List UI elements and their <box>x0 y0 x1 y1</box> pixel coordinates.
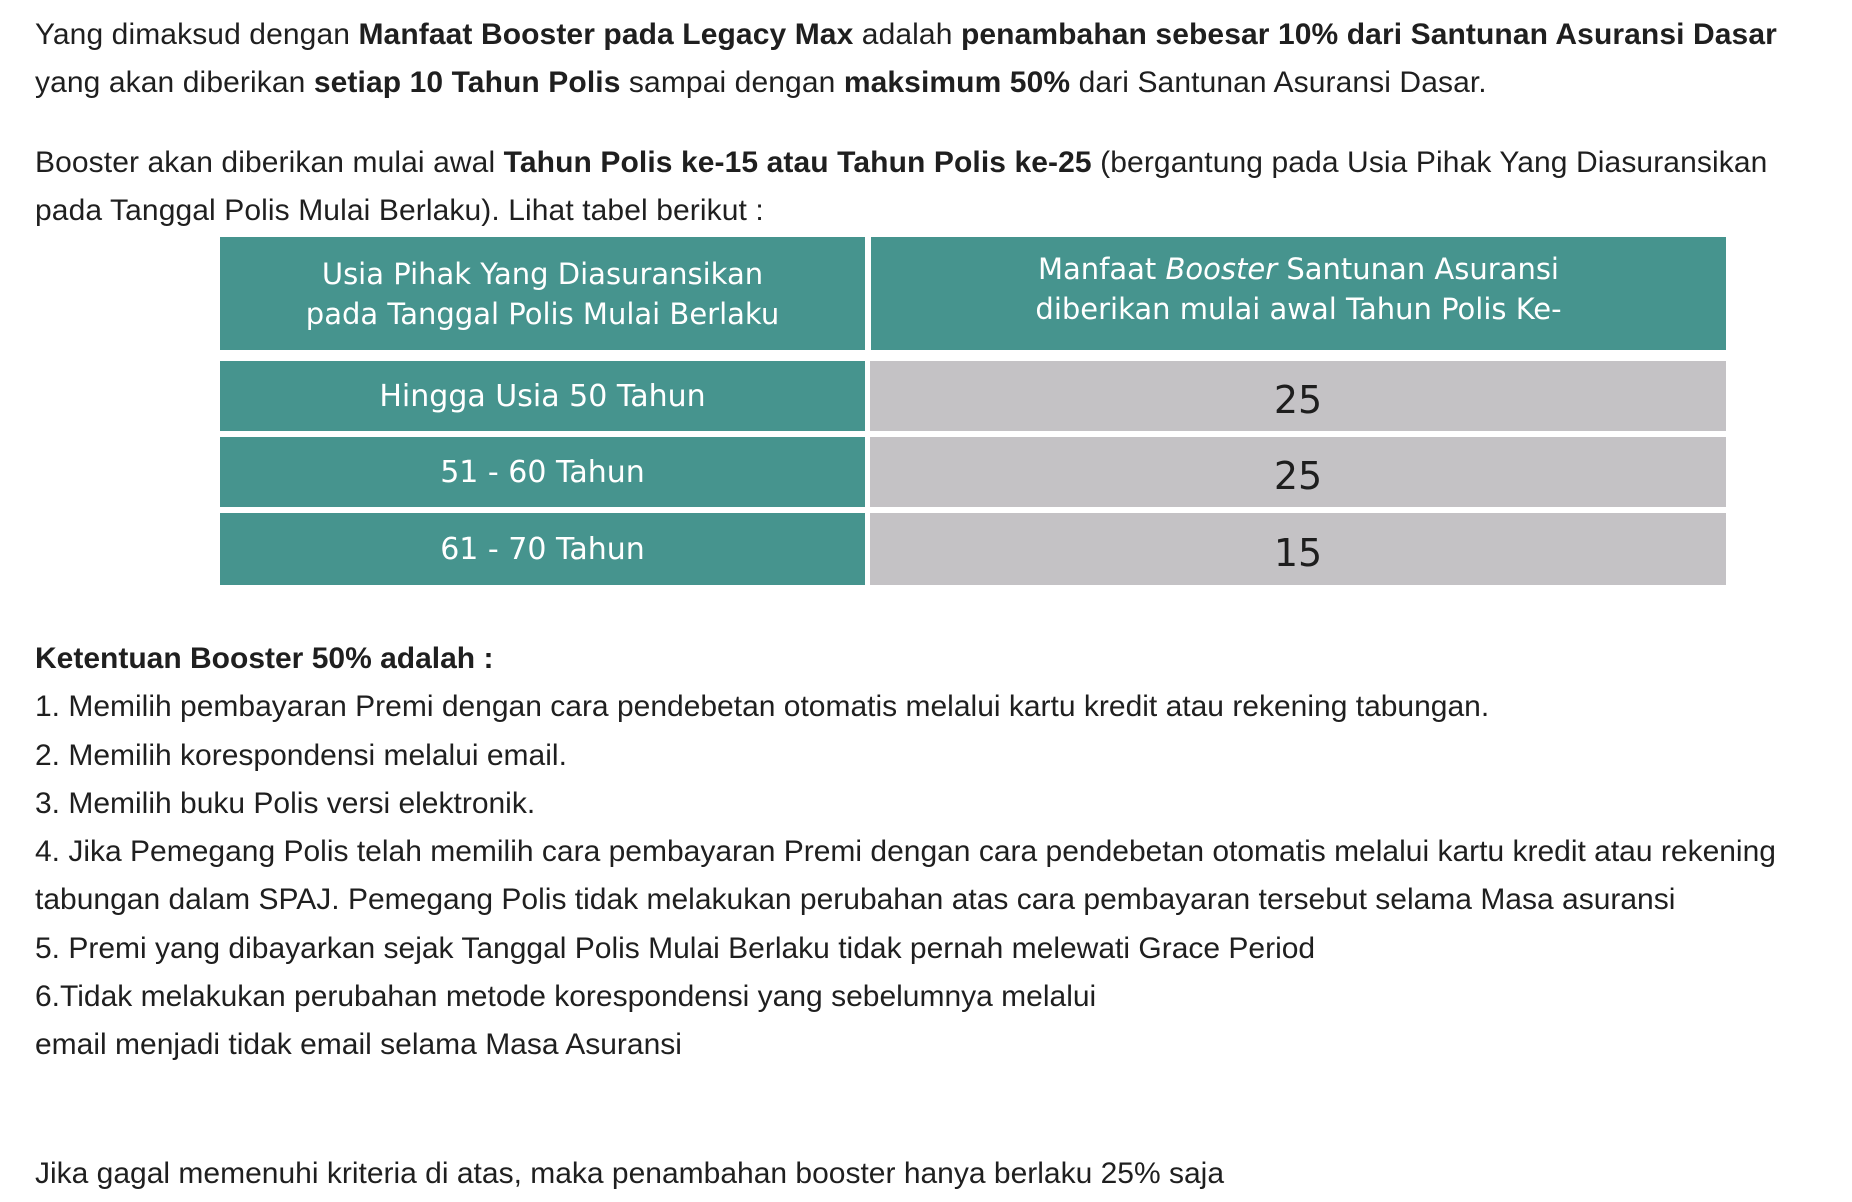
table-row-2-year-value: 25 <box>1273 454 1323 498</box>
table-header-booster-pre: Manfaat <box>1038 251 1166 286</box>
table-header-age-line1: Usia Pihak Yang Diasuransikan <box>321 256 764 291</box>
table-header-booster-italic: Booster <box>1165 251 1278 286</box>
terms-item-6-line-1: 6.Tidak melakukan perubahan metode korespondensi yang sebelumnya melalui <box>35 980 1097 1014</box>
intro-p1-text-1: Yang dimaksud dengan <box>35 18 359 51</box>
table-row-3-age: 61 - 70 Tahun <box>220 513 865 585</box>
terms-item-3: 3. Memilih buku Polis versi elektronik. <box>35 786 536 820</box>
intro-p2-text-2: (bergantung pada Usia Pihak Yang Diasuransikan pada Tanggal Polis Mulai Berlaku). Lihat tabel berikut : <box>35 146 1768 227</box>
table-header-booster-post: Santunan Asuransi <box>1277 251 1559 286</box>
table-row-1-year-value: 25 <box>1273 378 1323 422</box>
intro-p1-bold-setiap: setiap 10 Tahun Polis <box>313 66 621 99</box>
intro-p1-bold-penambahan: penambahan sebesar 10% dari Santunan Asuransi Dasar <box>960 18 1777 51</box>
intro-p1-text-3: yang akan diberikan <box>35 66 314 99</box>
booster-table <box>220 237 1726 585</box>
table-header-age-line2: pada Tanggal Polis Mulai Berlaku <box>305 296 780 331</box>
terms-section <box>35 635 1835 1070</box>
intro-p1-text-2: adalah <box>853 18 961 51</box>
table-row-2-year <box>870 437 1726 507</box>
table-header-booster-line1 <box>1035 249 1561 289</box>
terms-item-5: 5. Premi yang dibayarkan sejak Tanggal Polis Mulai Berlaku tidak pernah melewati Grace Period <box>35 931 1316 965</box>
intro-p2-text-1: Booster akan diberikan mulai awal <box>35 146 504 179</box>
terms-item-4: 4. Jika Pemegang Polis telah memilih cara pembayaran Premi dengan cara pendebetan otomatis melalui kartu kredit atau rekening tabungan dalam SPAJ. Pemegang Polis tidak melakukan perubahan atas cara pembayaran tersebut selama Masa asuransi <box>35 835 1776 917</box>
intro-p1-text-4: sampai dengan <box>620 66 844 99</box>
intro-paragraph-2 <box>35 139 1835 235</box>
terms-item-2: 2. Memilih korespondensi melalui email. <box>35 738 567 772</box>
intro-p1-bold-manfaat: Manfaat Booster pada Legacy Max <box>358 18 854 51</box>
table-header-age <box>220 237 865 350</box>
intro-p2-bold-tahun-polis: Tahun Polis ke-15 atau Tahun Polis ke-25 <box>503 146 1092 179</box>
terms-item-1: 1. Memilih pembayaran Premi dengan cara pendebetan otomatis melalui kartu kredit atau rekening tabungan. <box>35 690 1490 724</box>
terms-item-6-line-2: email menjadi tidak email selama Masa Asuransi <box>35 1028 682 1062</box>
table-row-2-age: 51 - 60 Tahun <box>220 437 865 507</box>
intro-paragraph-1 <box>35 11 1835 107</box>
table-row-3-year <box>870 513 1726 585</box>
table-row-3-year-value: 15 <box>1273 531 1323 575</box>
terms-heading: Ketentuan Booster 50% adalah : <box>35 642 494 675</box>
footer-note: Jika gagal memenuhi kriteria di atas, maka penambahan booster hanya berlaku 25% saja <box>35 1157 1225 1190</box>
table-row-1-age: Hingga Usia 50 Tahun <box>220 361 865 431</box>
table-header-booster <box>871 237 1726 350</box>
intro-p1-bold-maksimum: maksimum 50% <box>843 66 1071 99</box>
intro-p1-text-5: dari Santunan Asuransi Dasar. <box>1070 66 1487 99</box>
table-row-1-year <box>870 361 1726 431</box>
table-header-booster-line2: diberikan mulai awal Tahun Polis Ke- <box>1035 291 1562 326</box>
